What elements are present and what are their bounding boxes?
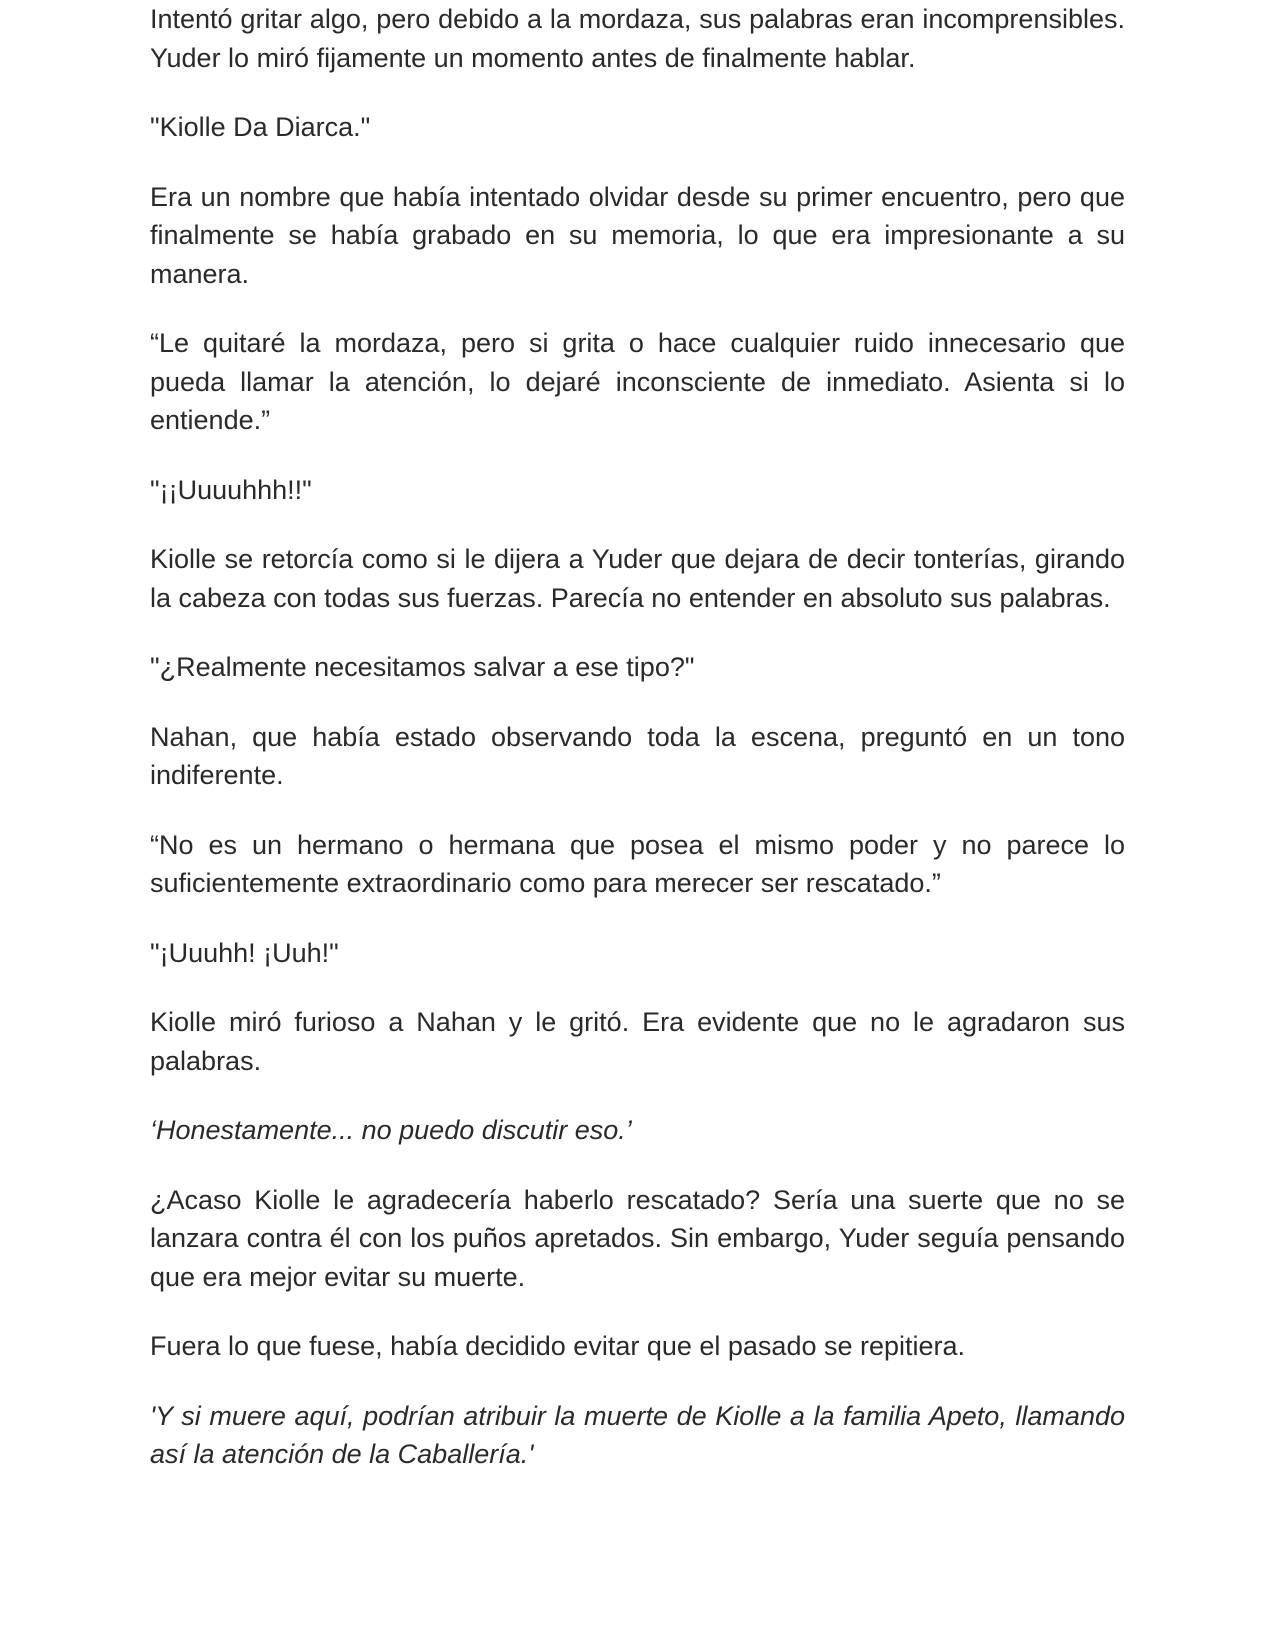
paragraph-1: Intentó gritar algo, pero debido a la mordaza, sus palabras eran incomprensibles. Yuder lo miró fijamente un momento antes de finalmente hablar. — [150, 4, 1125, 73]
paragraph-13: ¿Acaso Kiolle le agradecería haberlo rescatado? Sería una suerte que no se lanzara contra él con los puños apretados. Sin embargo, Yuder seguía pensando que era mejor evitar su muerte. — [150, 1184, 1125, 1292]
dialogue-save-question: "¿Realmente necesitamos salvar a ese tipo?" — [150, 652, 695, 682]
dialogue-uuuhh: "¡Uuuhh! ¡Uuh!" — [150, 937, 339, 968]
thought-honestly: ‘Honestamente... no puedo discutir eso.’ — [150, 1115, 632, 1145]
paragraph-8: Nahan, que había estado observando toda la escena, preguntó en un tono indiferente. — [150, 721, 1125, 790]
paragraph-6: Kiolle se retorcía como si le dijera a Yuder que dejara de decir tonterías, girando la cabeza con todas sus fuerzas. Parecía no entender en absoluto sus palabras. — [150, 544, 1125, 613]
dialogue-gag-warning: “Le quitaré la mordaza, pero si grita o hace cualquier ruido innecesario que pueda llamar la atención, lo dejaré inconsciente de inmediato. Asienta si lo entiende.” — [150, 328, 1125, 435]
document-page — [150, 0, 1125, 1474]
thought-apeto-family: 'Y si muere aquí, podrían atribuir la muerte de Kiolle a la familia Apeto, llamando así la atención de la Caballería.' — [150, 1400, 1125, 1469]
dialogue-nahan: “No es un hermano o hermana que posea el mismo poder y no parece lo suficientemente extraordinario como para merecer ser rescatado.” — [150, 829, 1125, 898]
dialogue-kiolle-name: "Kiolle Da Diarca." — [150, 112, 371, 142]
paragraph-11: Kiolle miró furioso a Nahan y le gritó. Era evidente que no le agradaron sus palabras. — [150, 1007, 1125, 1076]
dialogue-uuuuhhh: "¡¡Uuuuhhh!!" — [150, 474, 312, 505]
paragraph-14: Fuera lo que fuese, había decidido evitar que el pasado se repitiera. — [150, 1331, 966, 1361]
paragraph-3: Era un nombre que había intentado olvidar desde su primer encuentro, pero que finalmente se había grabado en su memoria, lo que era impresionante a su manera. — [150, 181, 1125, 289]
